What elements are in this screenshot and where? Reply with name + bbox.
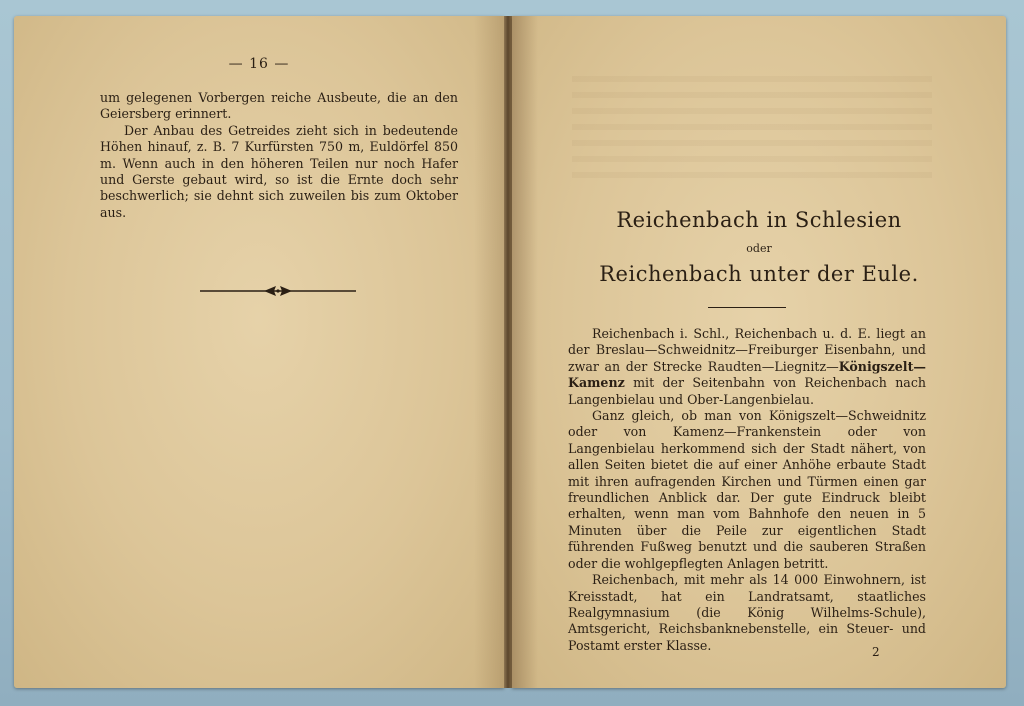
left-paragraph-2: Der Anbau des Getreides zieht sich in bedeutende Höhen hinauf, z. B. 7 Kurfürsten 750 m, Euldörfel 850 m. Wenn auch in den höheren Teilen nur noch Hafer und Gerste gebaut wird, so ist die Ernte doch sehr beschwerlich; sie dehnt sich zuweilen bis zum Oktober aus. xyxy=(100,122,458,220)
paragraph-1-bold: Königszelt—Kamenz xyxy=(568,358,926,391)
right-paragraph-2: Ganz gleich, ob man von Königszelt—Schweidnitz oder von Kamenz—Frankenstein oder von Langenbielau herkommend sich der Stadt nähert, von allen Seiten bietet die auf einer Anhöhe erbaute Stadt mit ihren aufragenden Kirchen und Türmen einen gar freundlichen Anblick dar. Der gute Eindruck bleibt erhalten, wenn man vom Bahnhofe den neuen in 5 Minuten über die Peile zur eigentlichen Stadt führenden Fußweg benutzt und die sauberen Straßen oder die wohlgepflegten Anlagen betritt. xyxy=(568,408,926,571)
left-page-text xyxy=(100,90,458,221)
end-ornament xyxy=(198,284,358,298)
left-paragraph-1: um gelegenen Vorbergen reiche Ausbeute, die an den Geiersberg erinnert. xyxy=(100,90,458,122)
right-page-text xyxy=(568,326,926,654)
paragraph-1-end: mit der Seitenbahn von Reichenbach nach Langenbielau und Ober-Langenbielau. xyxy=(568,375,926,407)
chapter-title-connector: oder xyxy=(746,242,772,255)
chapter-title: Reichenbach in Schlesien xyxy=(616,208,902,232)
paragraph-1-start: Reichenbach i. Schl., Reichenbach u. d. E. liegt an der Breslau—Schweidnitz—Freiburger Eisenbahn, und zwar an der Strecke Raudten—Liegnitz— xyxy=(568,326,926,374)
chapter-subtitle: Reichenbach unter der Eule. xyxy=(599,262,919,286)
show-through-text xyxy=(572,76,932,186)
right-paragraph-3: Reichenbach, mit mehr als 14 000 Einwohnern, ist Kreisstadt, hat ein Landratsamt, staatliches Realgymnasium (die König Wilhelms-Schule), Amtsgericht, Reichsbanknebenstelle, ein Steuer- und Postamt erster Klasse. xyxy=(568,572,926,653)
right-paragraph-1 xyxy=(568,326,926,408)
open-book xyxy=(10,16,1010,696)
left-page xyxy=(14,16,504,688)
book-spine xyxy=(504,16,512,688)
title-divider xyxy=(708,307,786,308)
page-number: — 16 — xyxy=(228,56,290,72)
right-page xyxy=(512,16,1006,688)
signature-mark: 2 xyxy=(872,645,880,659)
